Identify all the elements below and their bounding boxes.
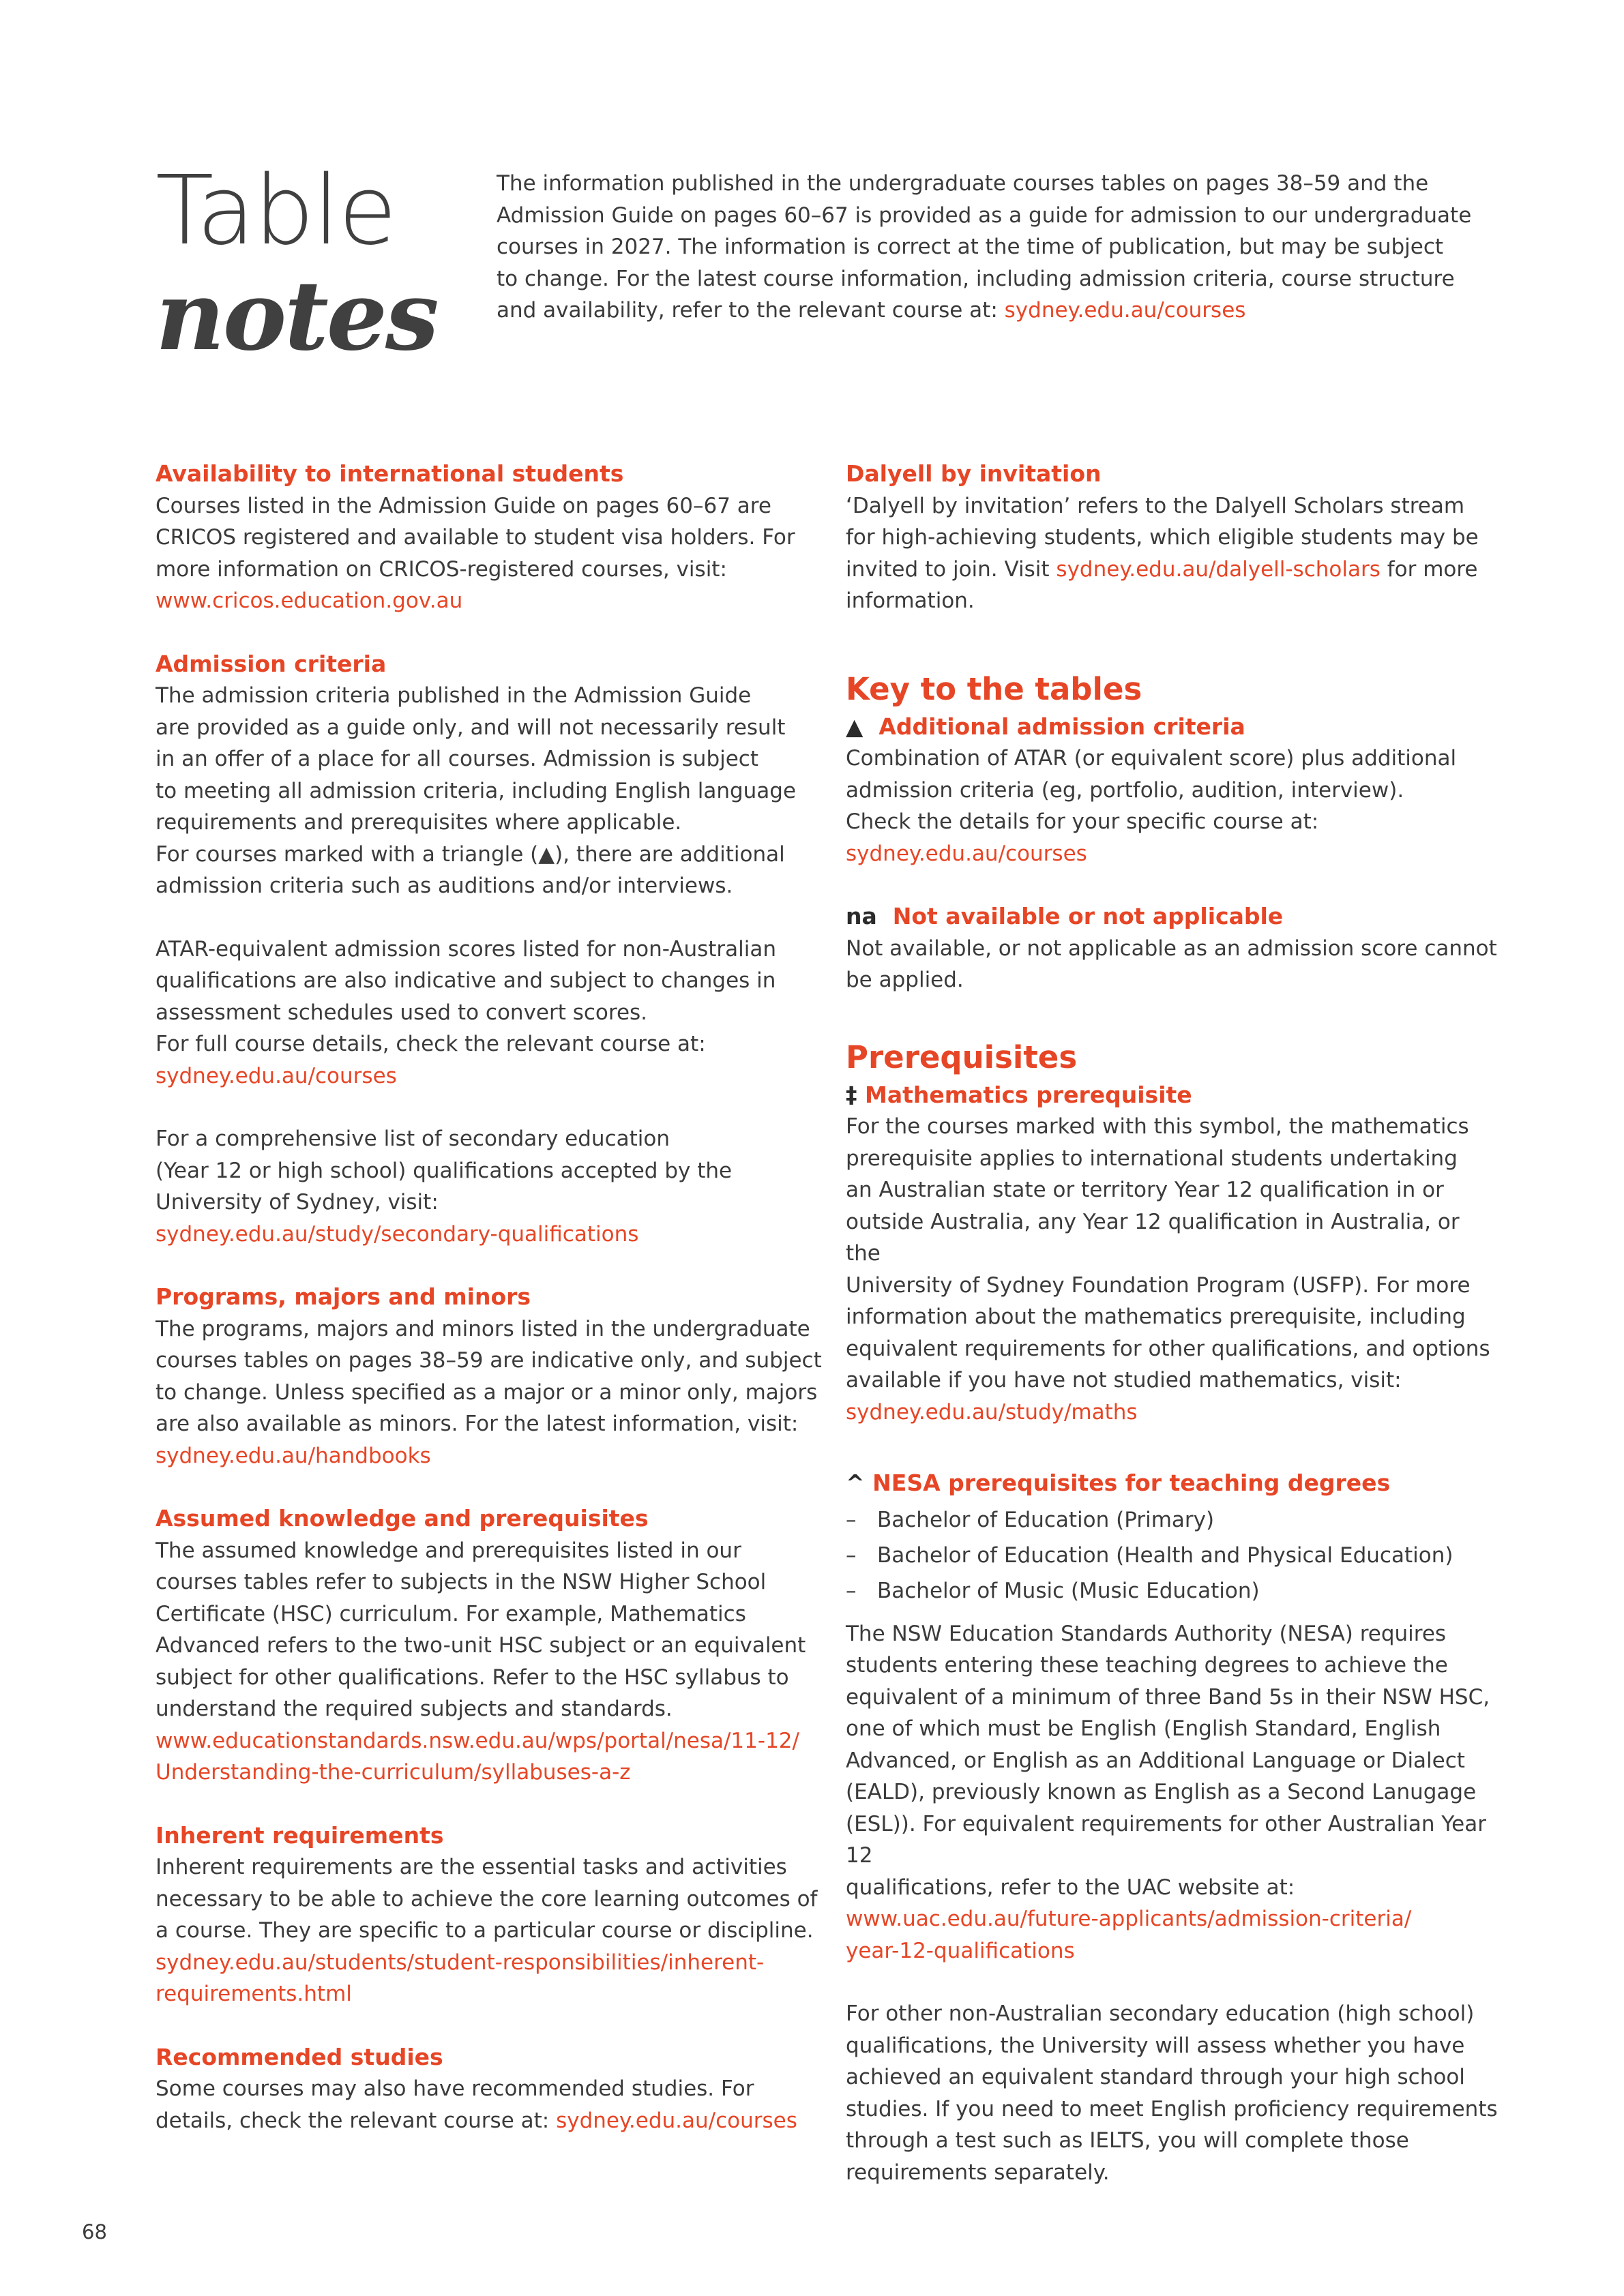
body-line: necessary to be able to achieve the core learning outcomes of: [156, 1886, 818, 1911]
list-item-text: Bachelor of Music (Music Education): [877, 1578, 1260, 1603]
inherent-requirements-link-cont[interactable]: requirements.html: [156, 1982, 352, 2006]
maths-heading: [846, 1079, 1501, 1112]
page-title: [156, 155, 437, 372]
body-line: For a comprehensive list of secondary education: [156, 1127, 670, 1151]
body-line: [846, 554, 1501, 586]
body-line: Advanced refers to the two-unit HSC subject or an equivalent: [156, 1633, 806, 1658]
list-item-text: Bachelor of Education (Primary): [877, 1507, 1215, 1532]
dash-icon: –: [846, 1578, 857, 1603]
body-line: to meeting all admission criteria, including English language: [156, 778, 797, 803]
body-line: are provided as a guide only, and will not necessarily result: [156, 715, 786, 740]
key-na-heading: [846, 901, 1501, 933]
body-line: qualifications, the University will assess whether you have: [846, 2033, 1465, 2058]
body-line: information about the mathematics prerequisite, including: [846, 1304, 1466, 1329]
section-dalyell: [846, 458, 1501, 617]
title-line-1: Table: [156, 155, 396, 267]
inherent-requirements-link[interactable]: sydney.edu.au/students/student-responsibilities/inherent-: [156, 1950, 765, 1975]
body-line: in an offer of a place for all courses. Admission is subject: [156, 747, 758, 771]
body-line: (ESL)). For equivalent requirements for other Australian Year 12: [846, 1811, 1486, 1868]
dash-icon: –: [846, 1542, 857, 1568]
dalyell-scholars-link[interactable]: sydney.edu.au/dalyell-scholars: [1056, 556, 1381, 582]
title-line-2: notes: [156, 260, 437, 372]
section-admission-criteria: [156, 648, 838, 1251]
body-line: requirements and prerequisites where applicable.: [156, 810, 682, 835]
body-line: For other non-Australian secondary education (high school): [846, 2001, 1475, 2026]
body-line: Advanced, or English as an Additional Language or Dialect: [846, 1748, 1465, 1773]
body-line: equivalent of a minimum of three Band 5s in their NSW HSC,: [846, 1684, 1490, 1710]
body-line: qualifications, refer to the UAC website at:: [846, 1875, 1295, 1900]
body-line: equivalent requirements for other qualifications, and options: [846, 1336, 1490, 1361]
list-item: [846, 1538, 1501, 1573]
body-line: The NSW Education Standards Authority (NESA) requires: [846, 1621, 1447, 1646]
section-heading: Inherent requirements: [156, 1821, 444, 1849]
key-additional-heading: [846, 711, 1501, 743]
list-item: [846, 1502, 1501, 1538]
body-line: students entering these teaching degrees to achieve the: [846, 1653, 1448, 1678]
body-line: available if you have not studied mathematics, visit:: [846, 1368, 1402, 1392]
body-line: admission criteria such as auditions and/or interviews.: [156, 874, 733, 898]
body-line: to change. Unless specified as a major or a minor only, majors: [156, 1380, 818, 1405]
intro-line: Admission Guide on pages 60–67 is provided as a guide for admission to our undergraduate: [497, 203, 1472, 228]
body-line: Courses listed in the Admission Guide on pages 60–67 are: [156, 493, 771, 518]
caret-icon: ^: [846, 1470, 865, 1496]
key-heading-text: Not available or not applicable: [892, 903, 1284, 929]
body-text: for more: [1380, 556, 1478, 582]
section-inherent: [156, 1820, 838, 2010]
body-line: The admission criteria published in the Admission Guide: [156, 683, 752, 708]
body-line: through a test such as IELTS, you will complete those: [846, 2128, 1409, 2153]
body-line: are also available as minors. For the latest information, visit:: [156, 1412, 799, 1436]
section-heading: Availability to international students: [156, 460, 624, 487]
left-column: [156, 458, 838, 2168]
body-line: For the courses marked with this symbol, the mathematics: [846, 1114, 1469, 1139]
nesa-heading: [846, 1467, 1501, 1500]
body-line: The programs, majors and minors listed in the undergraduate: [156, 1316, 810, 1341]
uac-link[interactable]: www.uac.edu.au/future-applicants/admission-criteria/: [846, 1907, 1412, 1931]
body-line: (EALD), previously known as English as a Second Lanugage: [846, 1780, 1477, 1804]
list-item-text: Bachelor of Education (Health and Physical Education): [877, 1542, 1453, 1568]
section-assumed-knowledge: [156, 1503, 838, 1789]
body-text: invited to join. Visit: [846, 556, 1057, 582]
body-line: courses tables on pages 38–59 are indicative only, and subject: [156, 1348, 822, 1373]
body-line: one of which must be English (English Standard, English: [846, 1716, 1441, 1741]
courses-link[interactable]: sydney.edu.au/courses: [846, 841, 1087, 866]
dash-icon: –: [846, 1507, 857, 1532]
section-heading: Assumed knowledge and prerequisites: [156, 1505, 649, 1532]
intro-courses-link[interactable]: sydney.edu.au/courses: [1004, 298, 1246, 323]
triangle-icon: ▲: [846, 713, 863, 740]
body-line: ‘Dalyell by invitation’ refers to the Dalyell Scholars stream: [846, 493, 1465, 518]
body-line: an Australian state or territory Year 12 qualification in or: [846, 1178, 1444, 1202]
courses-link[interactable]: sydney.edu.au/courses: [556, 2108, 797, 2133]
body-line: studies. If you need to meet English proficiency requirements: [846, 2096, 1498, 2121]
body-line: CRICOS registered and available to student visa holders. For: [156, 525, 795, 550]
nesa-heading-text: NESA prerequisites for teaching degrees: [872, 1470, 1391, 1496]
section-title: Key to the tables: [846, 670, 1142, 707]
intro-line-text: and availability, refer to the relevant course at:: [497, 298, 1005, 323]
cricos-link[interactable]: www.cricos.education.gov.au: [156, 588, 463, 613]
section-heading: Dalyell by invitation: [846, 460, 1102, 487]
secondary-qualifications-link[interactable]: sydney.edu.au/study/secondary-qualifications: [156, 1221, 639, 1247]
body-line: University of Sydney Foundation Program (USFP). For more: [846, 1272, 1471, 1298]
body-line: assessment schedules used to convert scores.: [156, 1000, 648, 1025]
intro-line: The information published in the undergraduate courses tables on pages 38–59 and the: [497, 171, 1429, 196]
list-item: [846, 1573, 1501, 1609]
body-line: Not available, or not applicable as an admission score cannot: [846, 936, 1497, 961]
body-line: outside Australia, any Year 12 qualification in Australia, or the: [846, 1209, 1460, 1266]
body-line: a course. They are specific to a particular course or discipline.: [156, 1918, 814, 1943]
handbooks-link[interactable]: sydney.edu.au/handbooks: [156, 1443, 431, 1468]
section-heading: Programs, majors and minors: [156, 1283, 531, 1310]
body-line: more information on CRICOS-registered courses, visit:: [156, 556, 727, 582]
body-line: be applied.: [846, 968, 964, 992]
section-title: Prerequisites: [846, 1039, 1078, 1075]
body-line: achieved an equivalent standard through your high school: [846, 2065, 1465, 2089]
body-line: Inherent requirements are the essential tasks and activities: [156, 1855, 787, 1879]
page-number: 68: [82, 2220, 107, 2243]
syllabus-link-cont[interactable]: Understanding-the-curriculum/syllabuses-a-z: [156, 1760, 631, 1785]
na-symbol: na: [846, 903, 877, 929]
body-line: prerequisite applies to international students undertaking: [846, 1146, 1458, 1171]
body-line: Check the details for your specific course at:: [846, 809, 1319, 834]
section-international: [156, 458, 838, 617]
body-line: For courses marked with a triangle (▲), there are additional: [156, 841, 785, 867]
intro-paragraph: [497, 168, 1506, 327]
body-line: (Year 12 or high school) qualifications accepted by the: [156, 1158, 733, 1183]
body-line: The assumed knowledge and prerequisites listed in our: [156, 1538, 741, 1563]
section-recommended: [156, 2042, 838, 2137]
key-heading-text: Additional admission criteria: [879, 713, 1245, 740]
body-line: For full course details, check the relevant course at:: [156, 1032, 706, 1056]
double-dagger-icon: ‡: [846, 1081, 857, 1108]
body-line: Some courses may also have recommended studies. For: [156, 2076, 754, 2101]
body-line: subject for other qualifications. Refer to the HSC syllabus to: [156, 1665, 789, 1690]
intro-line: to change. For the latest course information, including admission criteria, course structure: [497, 266, 1455, 291]
body-text: details, check the relevant course at:: [156, 2108, 557, 2133]
body-line: information.: [846, 588, 975, 613]
section-prerequisites: [846, 1037, 1501, 2189]
body-line: Certificate (HSC) curriculum. For example, Mathematics: [156, 1601, 746, 1626]
courses-link[interactable]: sydney.edu.au/courses: [156, 1063, 397, 1088]
syllabus-link[interactable]: www.educationstandards.nsw.edu.au/wps/portal/nesa/11-12/: [156, 1728, 799, 1753]
section-heading: Admission criteria: [156, 650, 387, 677]
section-heading: Recommended studies: [156, 2043, 443, 2070]
intro-line: [497, 295, 1506, 327]
body-line: [156, 2105, 838, 2137]
uac-link-cont[interactable]: year-12-qualifications: [846, 1938, 1075, 1963]
section-programs: [156, 1281, 838, 1472]
body-line: qualifications are also indicative and subject to changes in: [156, 968, 776, 993]
body-line: for high-achieving students, which eligible students may be: [846, 525, 1479, 550]
section-key: [846, 669, 1501, 996]
body-line: ATAR-equivalent admission scores listed for non-Australian: [156, 936, 777, 961]
body-line: admission criteria (eg, portfolio, audition, interview).: [846, 777, 1404, 803]
body-line: Combination of ATAR (or equivalent score) plus additional: [846, 746, 1457, 771]
body-line: University of Sydney, visit:: [156, 1190, 439, 1214]
maths-link[interactable]: sydney.edu.au/study/maths: [846, 1399, 1138, 1425]
body-line: understand the required subjects and standards.: [156, 1697, 673, 1721]
right-column: [846, 458, 1501, 2220]
body-line: requirements separately.: [846, 2160, 1110, 2185]
body-line: courses tables refer to subjects in the NSW Higher School: [156, 1570, 767, 1594]
maths-heading-text: Mathematics prerequisite: [865, 1081, 1192, 1108]
intro-line: courses in 2027. The information is correct at the time of publication, but may be subject: [497, 235, 1444, 259]
